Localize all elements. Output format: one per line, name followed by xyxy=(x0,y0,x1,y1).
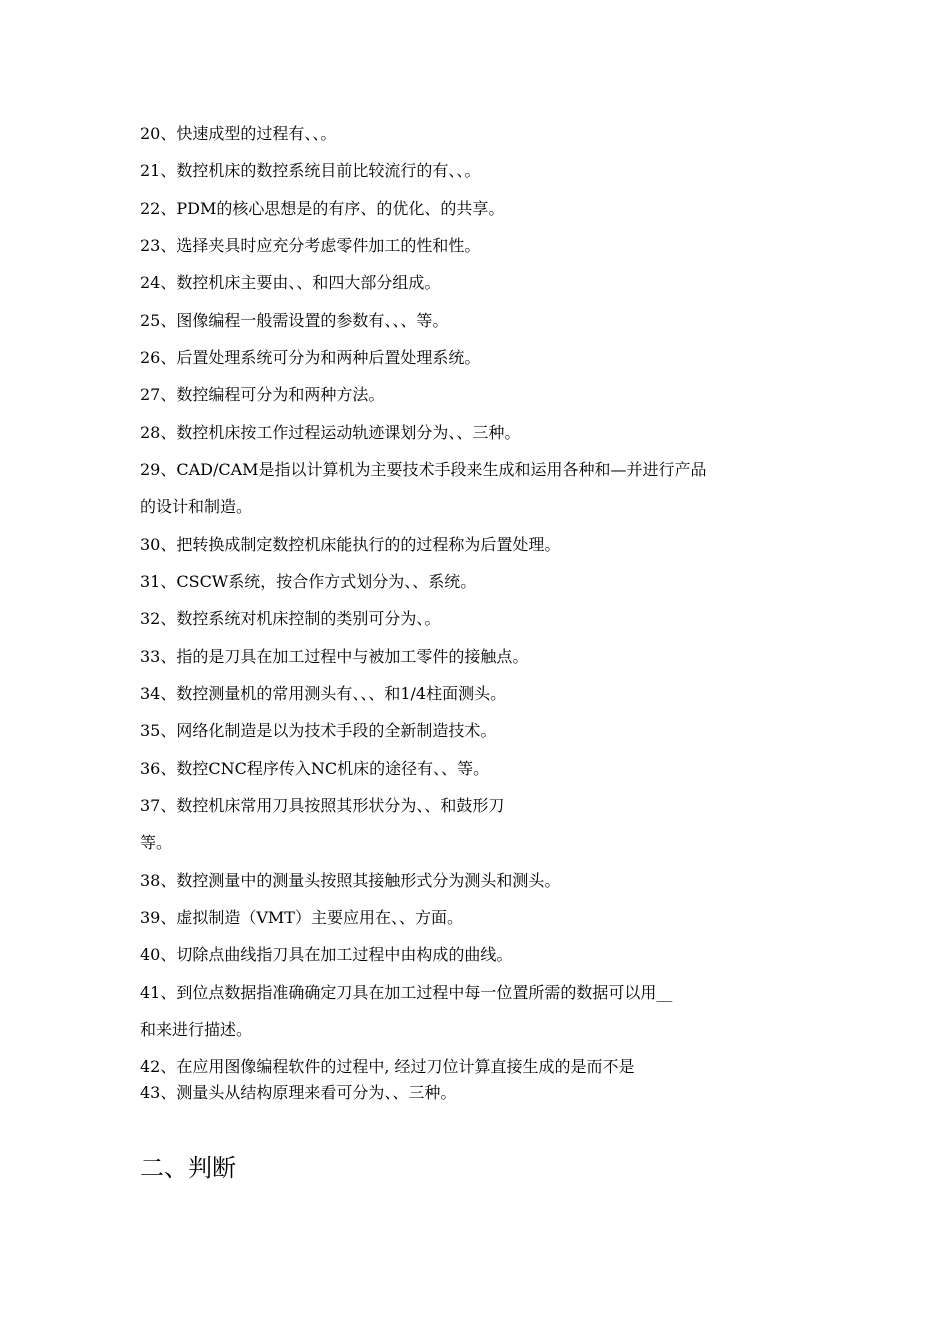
question-23: 23、选择夹具时应充分考虑零件加工的性和性。 xyxy=(140,236,481,255)
question-34: 34、数控测量机的常用测头有、、、和1/4柱面测头。 xyxy=(140,684,507,703)
question-29: 29、CAD/CAM是指以计算机为主要技术手段来生成和运用各种和—并进行产品 xyxy=(140,460,707,479)
question-26: 26、后置处理系统可分为和两种后置处理系统。 xyxy=(140,348,481,367)
question-21: 21、数控机床的数控系统目前比较流行的有、、。 xyxy=(140,161,481,180)
question-27: 27、数控编程可分为和两种方法。 xyxy=(140,385,385,404)
question-39: 39、虚拟制造（VMT）主要应用在、、方面。 xyxy=(140,908,463,927)
section-heading-judgment: 二、判断 xyxy=(140,1154,236,1182)
question-30: 30、把转换成制定数控机床能执行的的过程称为后置处理。 xyxy=(140,535,561,554)
question-38: 38、数控测量中的测量头按照其接触形式分为测头和测头。 xyxy=(140,871,561,890)
question-41-continued: 和来进行描述。 xyxy=(140,1020,253,1039)
question-32: 32、数控系统对机床控制的类别可分为、。 xyxy=(140,609,441,628)
question-37: 37、数控机床常用刀具按照其形状分为、、和鼓形刀 xyxy=(140,796,505,815)
question-36: 36、数控CNC程序传入NC机床的途径有、、等。 xyxy=(140,759,490,778)
question-24: 24、数控机床主要由、、和四大部分组成。 xyxy=(140,273,441,292)
question-41: 41、到位点数据指准确确定刀具在加工过程中每一位置所需的数据可以用__ xyxy=(140,983,673,1002)
question-40: 40、切除点曲线指刀具在加工过程中由构成的曲线。 xyxy=(140,945,513,964)
question-28: 28、数控机床按工作过程运动轨迹课划分为、、三种。 xyxy=(140,423,521,442)
question-37-continued: 等。 xyxy=(140,833,173,852)
question-42: 42、在应用图像编程软件的过程中, 经过刀位计算直接生成的是而不是 xyxy=(140,1057,635,1076)
question-25: 25、图像编程一般需设置的参数有、、、等。 xyxy=(140,311,449,330)
question-22: 22、PDM的核心思想是的有序、的优化、的共享。 xyxy=(140,199,505,218)
question-43: 43、测量头从结构原理来看可分为、、三种。 xyxy=(140,1083,457,1102)
question-20: 20、快速成型的过程有、、。 xyxy=(140,124,337,143)
question-33: 33、指的是刀具在加工过程中与被加工零件的接触点。 xyxy=(140,647,529,666)
question-31: 31、CSCW系统，按合作方式划分为、、系统。 xyxy=(140,572,477,591)
question-29-continued: 的设计和制造。 xyxy=(140,497,253,516)
question-35: 35、网络化制造是以为技术手段的全新制造技术。 xyxy=(140,721,497,740)
